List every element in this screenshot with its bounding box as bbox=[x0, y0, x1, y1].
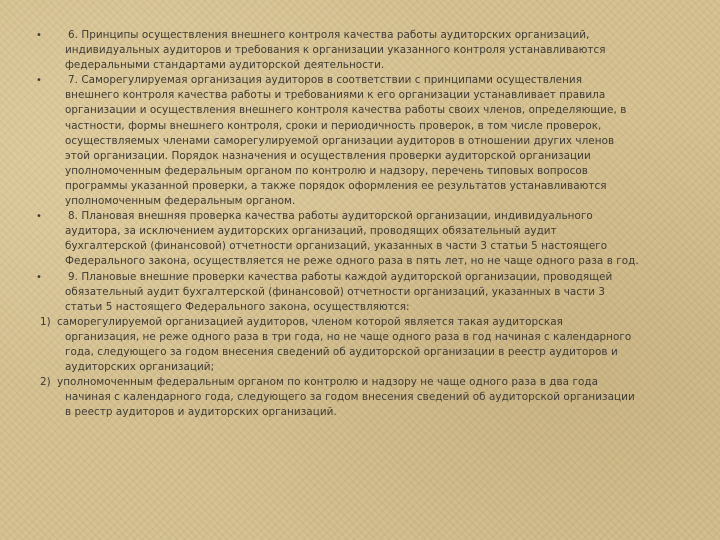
text-line: бухгалтерской (финансовой) отчетности организаций, указанных в части 3 статьи 5 настоящего bbox=[65, 240, 608, 253]
text-line: саморегулируемой организацией аудиторов, членом которой является такая аудиторская bbox=[57, 315, 563, 328]
numbered-item-1 bbox=[36, 315, 698, 375]
paragraph-text bbox=[65, 270, 698, 315]
bullet-icon: • bbox=[36, 211, 42, 223]
numbered-item-2 bbox=[36, 375, 698, 420]
text-line: года, следующего за годом внесения сведений об аудиторской организации в реестр аудиторов и bbox=[65, 345, 618, 358]
text-line: статьи 5 настоящего Федерального закона, осуществляются: bbox=[65, 300, 410, 313]
text-line: аудиторских организаций; bbox=[65, 361, 215, 374]
paragraph-text bbox=[65, 73, 698, 209]
bullet-item-8 bbox=[36, 209, 698, 269]
paragraph-text bbox=[65, 28, 698, 73]
text-line: 8. Плановая внешняя проверка качества работы аудиторской организации, индивидуального bbox=[68, 210, 593, 223]
bullet-icon: • bbox=[36, 271, 42, 283]
bullet-icon: • bbox=[36, 75, 42, 87]
text-line: уполномоченным федеральным органом по контролю и надзору, перечень типовых вопросов bbox=[65, 164, 588, 177]
item-number: 2) bbox=[40, 376, 51, 389]
text-line: 6. Принципы осуществления внешнего контроля качества работы аудиторских организаций, bbox=[68, 29, 590, 41]
text-line: внешнего контроля качества работы и требованиями к его организации устанавливает правила bbox=[65, 89, 606, 102]
item-number: 1) bbox=[40, 315, 51, 328]
bullet-item-7 bbox=[36, 73, 698, 209]
text-line: осуществляемых членами саморегулируемой организации аудиторов в отношении других членов bbox=[65, 134, 615, 147]
text-line: 7. Саморегулируемая организация аудиторов в соответствии с принципами осуществления bbox=[68, 74, 583, 87]
text-line: Федерального закона, осуществляется не реже одного раза в пять лет, но не чаще одного раза в год. bbox=[65, 255, 639, 268]
text-line: индивидуальных аудиторов и требования к организации указанного контроля устанавливаются bbox=[65, 44, 606, 57]
text-line: 9. Плановые внешние проверки качества работы каждой аудиторской организации, проводящей bbox=[68, 270, 613, 283]
text-line: этой организации. Порядок назначения и осуществления проверки аудиторской организации bbox=[65, 149, 591, 162]
text-line: начиная с календарного года, следующего за годом внесения сведений об аудиторской организации bbox=[65, 391, 635, 404]
text-line: обязательный аудит бухгалтерской (финансовой) отчетности организаций, указанных в части 3 bbox=[65, 285, 606, 298]
bullet-item-6 bbox=[36, 28, 698, 73]
slide-body-text bbox=[36, 28, 698, 420]
text-line: уполномоченным федеральным органом. bbox=[65, 195, 296, 208]
text-line: частности, формы внешнего контроля, сроки и периодичность проверок, в том числе проверок, bbox=[65, 119, 602, 132]
text-line: федеральными стандартами аудиторской деятельности. bbox=[65, 59, 385, 72]
text-line: программы указанной проверки, а также порядок оформления ее результатов устанавливаются bbox=[65, 179, 607, 192]
paragraph-text bbox=[57, 315, 698, 375]
paragraph-text bbox=[57, 375, 698, 420]
text-line: организация, не реже одного раза в три года, но не чаще одного раза в год начиная с календарного bbox=[65, 330, 632, 343]
text-line: аудитора, за исключением аудиторских организаций, проводящих обязательный аудит bbox=[65, 225, 557, 238]
bullet-icon: • bbox=[36, 30, 42, 41]
text-line: в реестр аудиторов и аудиторских организаций. bbox=[65, 406, 337, 419]
paragraph-text bbox=[65, 209, 698, 269]
bullet-item-9 bbox=[36, 270, 698, 315]
text-line: уполномоченным федеральным органом по контролю и надзору не чаще одного раза в два года bbox=[57, 376, 599, 389]
text-line: организации и осуществления внешнего контроля качества работы своих членов, определяющие, в bbox=[65, 104, 627, 117]
